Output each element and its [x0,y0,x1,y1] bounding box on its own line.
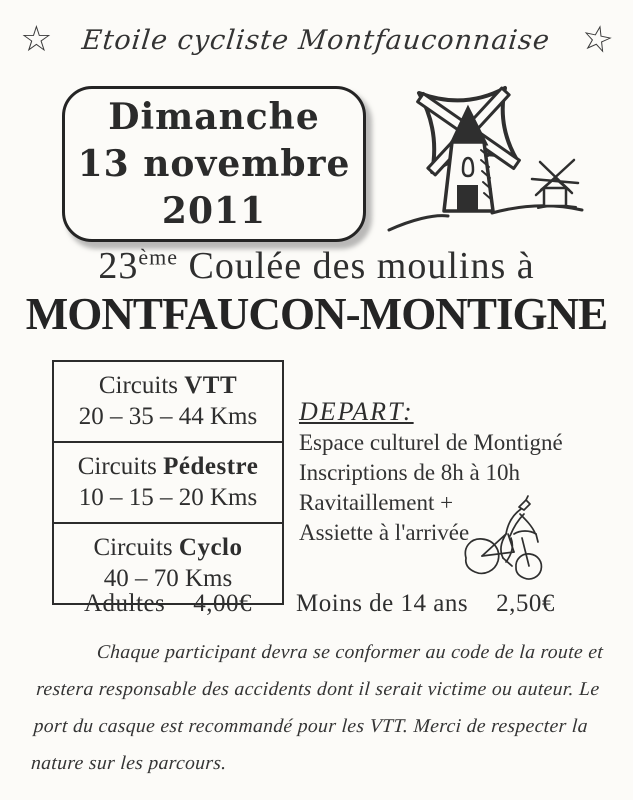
depart-meal: Assiette à l'arrivée [299,520,470,545]
depart-venue: Espace culturel de Montigné [299,430,563,455]
adult-price-label: Adultes [84,590,166,617]
windmill-illustration [386,80,586,243]
circuit-label: Circuits Cyclo [93,534,243,561]
star-icon: ☆ [576,16,617,63]
event-location-title: MONTFAUCON-MONTIGNE [25,288,608,339]
adult-price-value: 4,00€ [193,590,253,617]
circuit-row-pedestre [52,441,284,524]
edition-number: 23 [98,245,139,287]
circuit-distances: 10 – 15 – 20 Kms [78,484,258,511]
star-icon: ☆ [20,19,53,60]
circuit-label: Circuits VTT [98,372,238,399]
circuit-distances: 40 – 70 Kms [103,565,233,592]
pricing-line [84,590,604,618]
depart-heading: DEPART: [299,397,414,426]
event-date-box [62,86,366,242]
event-day: Dimanche [108,95,320,138]
event-title [0,244,633,288]
cyclist-illustration [456,492,564,593]
event-year: 2011 [161,189,267,232]
club-header [0,16,633,63]
circuits-table [52,360,284,605]
disclaimer-text: Chaque participant devra se conformer au code de la route et restera responsable des accidents dont il serait victime ou auteur. Le port du casque est recommandé pour les VTT. Merci de respecter la nature sur les parcours. [30,642,604,774]
child-price-value: 2,50€ [496,590,555,617]
cyclist-icon [456,492,564,588]
club-name: Etoile cycliste Montfauconnaise [80,24,553,56]
circuit-distances: 20 – 35 – 44 Kms [78,403,258,430]
edition-suffix: ème [138,244,179,270]
depart-refreshments: Ravitaillement + [299,490,454,515]
circuit-row-vtt [52,360,284,443]
circuit-label: Circuits Pédestre [77,453,259,480]
windmill-icon [386,80,586,238]
depart-registration: Inscriptions de 8h à 10h [299,460,521,485]
event-title-text: Coulée des moulins à [188,245,535,287]
event-date: 13 novembre [77,142,351,185]
child-price-label: Moins de 14 ans [296,590,469,617]
